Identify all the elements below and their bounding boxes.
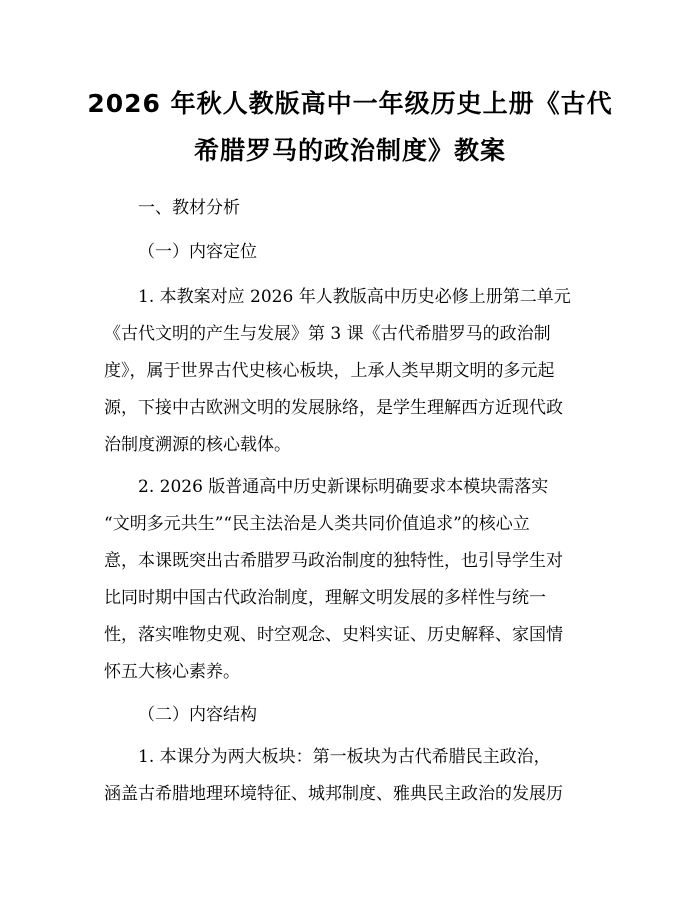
paragraph-1-line: 1. 本教案对应 2026 年人教版高中历史必修上册第二单元	[138, 287, 571, 307]
paragraph-3-line: 1. 本课分为两大板块：第一板块为古代希腊民主政治，	[138, 747, 551, 767]
paragraph-2-line: 意，本课既突出古希腊罗马政治制度的独特性，也引导学生对	[104, 551, 563, 571]
subsection-heading-content-positioning: （一）内容定位	[138, 242, 257, 262]
paragraph-2-line: “文明多元共生”“民主法治是人类共同价值追求”的核心立	[104, 514, 530, 534]
paragraph-2-line: 性，落实唯物史观、时空观念、史料实证、历史解释、家国情	[104, 625, 563, 645]
paragraph-2-line: 比同时期中国古代政治制度，理解文明发展的多样性与统一	[104, 588, 546, 608]
paragraph-2	[104, 469, 604, 691]
document-title-line-1: 2026 年秋人教版高中一年级历史上册《古代	[87, 89, 613, 118]
paragraph-1-line: 度》，属于世界古代史核心板块，上承人类早期文明的多元起	[104, 361, 555, 381]
paragraph-1	[104, 279, 604, 464]
paragraph-2-line: 怀五大核心素养。	[104, 662, 240, 682]
paragraph-1-line: 源，下接中古欧洲文明的发展脉络，是学生理解西方近现代政	[104, 398, 563, 418]
paragraph-3-line: 涵盖古希腊地理环境特征、城邦制度、雅典民主政治的发展历	[104, 784, 563, 804]
paragraph-1-line: 《古代文明的产生与发展》第 3 课《古代希腊罗马的政治制	[104, 324, 551, 344]
section-heading-textbook-analysis: 一、教材分析	[138, 198, 240, 218]
paragraph-1-line: 治制度溯源的核心载体。	[104, 435, 291, 455]
paragraph-3	[104, 739, 604, 813]
subsection-heading-content-structure: （二）内容结构	[138, 705, 257, 725]
paragraph-2-line: 2. 2026 版普通高中历史新课标明确要求本模块需落实	[138, 477, 549, 497]
document-title-line-2: 希腊罗马的政治制度》教案	[193, 136, 506, 165]
